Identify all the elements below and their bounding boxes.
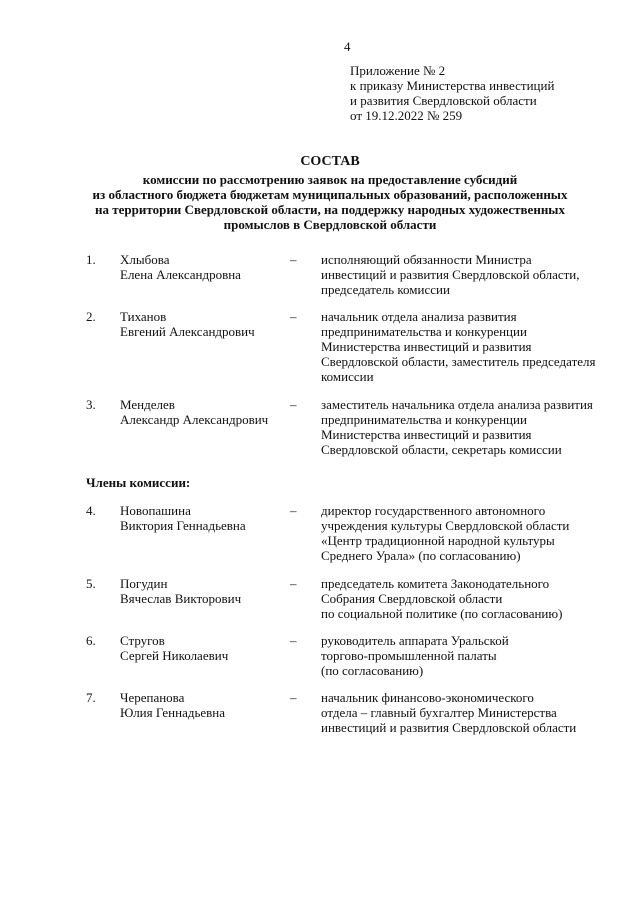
dash: – [290,576,297,591]
member-number: 3. [86,397,96,412]
title-main: СОСТАВ [300,154,360,169]
member-role [321,397,593,457]
appendix-line: и развития Свердловской области [350,93,537,108]
role-line: Министерства инвестиций и развития [321,339,532,354]
member-name [120,252,241,282]
surname: Тиханов [120,309,167,324]
member-role [321,690,576,735]
appendix-line: Приложение № 2 [350,63,446,78]
title-line: комиссии по рассмотрению заявок на предоставление субсидий [142,172,518,187]
role-line: по социальной политике (по согласованию) [321,606,563,621]
appendix-block [350,63,554,123]
role-line: предпринимательства и конкуренции [321,324,527,339]
title-line: на территории Свердловской области, на поддержку народных художественных [95,202,565,217]
role-line: директор государственного автономного [321,503,546,518]
member-name [120,503,246,533]
role-line: начальник финансово-экономического [321,690,534,705]
role-line: торгово-промышленной палаты [321,648,497,663]
surname: Новопашина [120,503,191,518]
member-role [321,252,580,297]
role-line: председатель комитета Законодательного [321,576,550,591]
page-number: 4 [344,39,351,54]
role-line: председатель комиссии [321,282,450,297]
given-names: Вячеслав Викторович [120,591,242,606]
surname: Менделев [120,397,175,412]
given-names: Елена Александровна [120,267,241,282]
role-line: Министерства инвестиций и развития [321,427,532,442]
appendix-line: от 19.12.2022 № 259 [350,108,463,123]
role-line: (по согласованию) [321,663,424,678]
member-role [321,309,596,384]
role-line: начальник отдела анализа развития [321,309,517,324]
role-line: Свердловской области, заместитель председателя [321,354,596,369]
role-line: учреждения культуры Свердловской области [321,518,570,533]
given-names: Сергей Николаевич [120,648,229,663]
member-number: 2. [86,309,96,324]
role-line: инвестиций и развития Свердловской области [321,720,577,735]
member-name [120,576,241,606]
title-block [60,154,600,232]
role-line: заместитель начальника отдела анализа развития [321,397,593,412]
surname: Погудин [120,576,168,591]
member-name [120,397,268,427]
role-line: комиссии [321,369,374,384]
surname: Хлыбова [120,252,170,267]
appendix-line: к приказу Министерства инвестиций [350,78,555,93]
role-line: «Центр традиционной народной культуры [321,533,555,548]
role-line: Свердловской области, секретарь комиссии [321,442,562,457]
dash: – [290,252,297,267]
title-line: промыслов в Свердловской области [223,217,437,232]
member-number: 6. [86,633,96,648]
member-role [321,576,562,621]
dash: – [290,309,297,324]
role-line: предпринимательства и конкуренции [321,412,527,427]
member-number: 5. [86,576,96,591]
members-heading: Члены комиссии: [86,475,191,490]
surname: Стругов [120,633,165,648]
member-role [321,503,569,563]
given-names: Александр Александрович [120,412,269,427]
member-number: 7. [86,690,96,705]
dash: – [290,503,297,518]
member-number: 4. [86,503,96,518]
given-names: Евгений Александрович [120,324,255,339]
role-line: инвестиций и развития Свердловской области, [321,267,580,282]
role-line: Среднего Урала» (по согласованию) [321,548,521,563]
member-name [120,690,225,720]
dash: – [290,633,297,648]
surname: Черепанова [120,690,185,705]
given-names: Юлия Геннадьевна [120,705,226,720]
given-names: Виктория Геннадьевна [120,518,246,533]
role-line: Собрания Свердловской области [321,591,503,606]
dash: – [290,397,297,412]
role-line: исполняющий обязанности Министра [321,252,532,267]
member-role [321,633,509,678]
role-line: отдела – главный бухгалтер Министерства [321,705,557,720]
title-line: из областного бюджета бюджетам муниципальных образований, расположенных [92,187,568,202]
member-name [120,309,255,339]
member-number: 1. [86,252,96,267]
role-line: руководитель аппарата Уральской [321,633,509,648]
member-name [120,633,228,663]
dash: – [290,690,297,705]
